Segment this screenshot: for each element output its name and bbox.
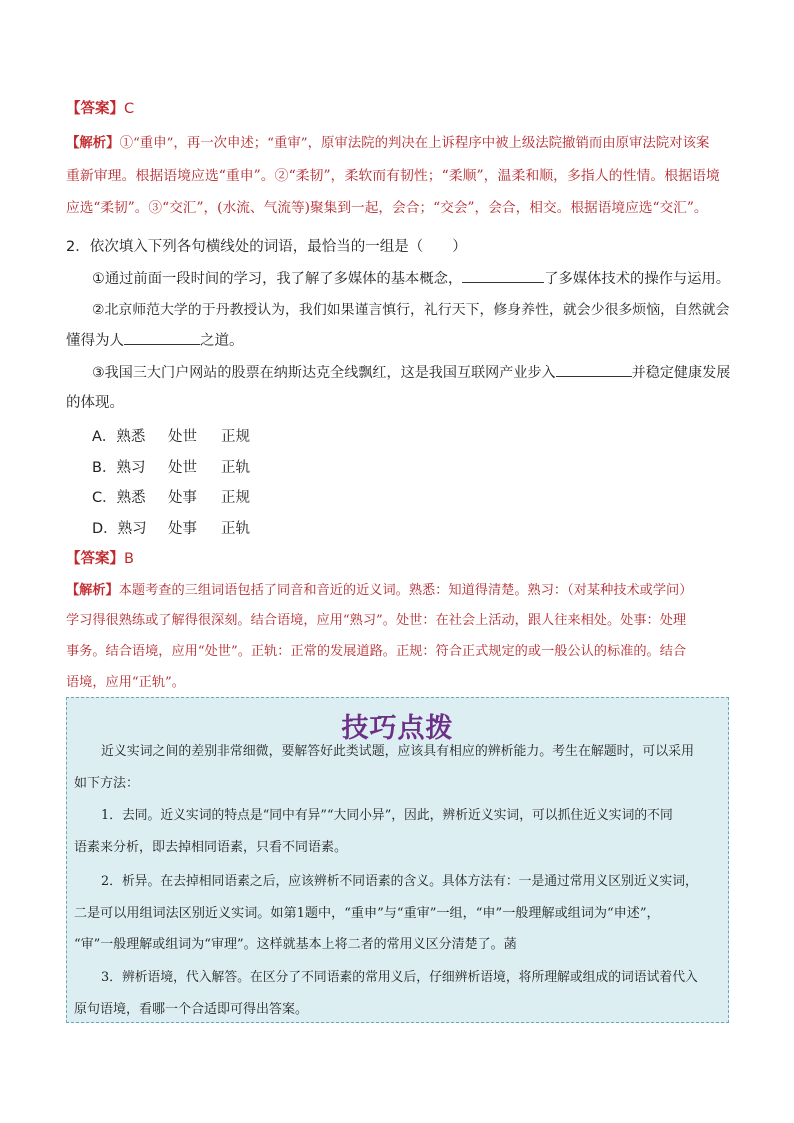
answer-tag: 【答案】 xyxy=(66,551,124,567)
sentence-3-part-a: ③我国三大门户网站的股票在纳斯达克全线飘红，这是我国互联网产业步入 xyxy=(92,365,556,381)
analysis-1-line-3: 应选“柔韧”。③“交汇”，(水流、气流等)聚集到一起，会合；“交会”，会合，相交。根据语境应选“交汇”。 xyxy=(66,200,708,216)
option-a-word-2: 处世 xyxy=(168,429,197,445)
answer-1 xyxy=(66,99,134,119)
analysis-2-line-2: 学习得很熟练或了解得很深刻。结合语境，应用“熟习”。处世：在社会上活动，跟人往来相处。处事：处理 xyxy=(66,613,687,628)
tips-line-7: “审”一般理解或组词为“审理”。这样就基本上将二者的常用义区分清楚了。菡 xyxy=(74,937,517,952)
tips-line-9: 原句语境，看哪一个合适即可得出答案。 xyxy=(74,1002,309,1017)
analysis-2-line-3: 事务。结合语境，应用“处世”。正轨：正常的发展道路。正规：符合正式规定的或一般公认的标准的。结合 xyxy=(66,644,687,659)
sentence-1 xyxy=(92,268,730,289)
option-d[interactable] xyxy=(92,517,250,538)
blank-2 xyxy=(124,330,200,345)
tips-line-4: 语素来分析，即去掉相同语素，只看不同语素。 xyxy=(74,840,348,855)
tips-line-2: 如下方法： xyxy=(74,776,140,791)
option-a-label: A．熟悉 xyxy=(92,429,146,445)
sentence-2-part-c: 之道。 xyxy=(200,333,244,349)
tips-line-3: 1．去同。近义实词的特点是“同中有异”“大同小异”，因此，辨析近义实词，可以抓住近义实词的不同 xyxy=(101,808,673,823)
answer-value: B xyxy=(124,551,134,567)
option-c[interactable] xyxy=(92,486,250,507)
option-d-word-3: 正轨 xyxy=(221,521,250,537)
option-b-word-2: 处世 xyxy=(168,460,197,476)
option-d-word-2: 处事 xyxy=(168,521,197,537)
sentence-2-part-b: 懂得为人 xyxy=(66,333,124,349)
sentence-2-line-2 xyxy=(66,330,244,351)
analysis-text: ①“重申”，再一次申述；“重审”，原审法院的判决在上诉程序中被上级法院撤销而由原审法院对该案 xyxy=(119,136,710,151)
tips-box xyxy=(66,697,729,1023)
option-b-label: B．熟习 xyxy=(92,460,146,476)
blank-1 xyxy=(462,268,544,283)
question-2-stem: 2．依次填入下列各句横线处的词语，最恰当的一组是（ ） xyxy=(66,239,467,255)
analysis-1-line-2: 重新审理。根据语境应选“重申”。②“柔韧”，柔软而有韧性；“柔顺”，温柔和顺，多指人的性情。根据语境 xyxy=(66,168,720,184)
analysis-2-line-4: 语境，应用“正轨”。 xyxy=(66,675,185,690)
answer-tag: 【答案】 xyxy=(66,101,124,117)
sentence-3-line-1 xyxy=(92,362,730,383)
analysis-2-line-1 xyxy=(66,581,692,601)
analysis-tag: 【解析】 xyxy=(66,583,119,598)
sentence-1-part-a: ①通过前面一段时间的学习，我了解了多媒体的基本概念， xyxy=(92,271,463,287)
option-a[interactable] xyxy=(92,425,250,446)
analysis-text: 本题考查的三组词语包括了同音和音近的近义词。熟悉：知道得清楚。熟习：（对某种技术或学问） xyxy=(118,583,693,598)
sentence-3-line-2: 的体现。 xyxy=(66,395,124,411)
blank-3 xyxy=(556,362,632,377)
tips-title: 技巧点拨 xyxy=(341,713,454,744)
sentence-3-part-b: 并稳定健康发展 xyxy=(631,365,731,381)
option-a-word-3: 正规 xyxy=(221,429,250,445)
option-b-word-3: 正轨 xyxy=(221,460,250,476)
answer-2 xyxy=(66,549,134,569)
option-b[interactable] xyxy=(92,456,250,477)
tips-line-6: 二是可以用组词法区别近义实词。如第1题中，“重申”与“重审”一组，“申”一般理解或组词为“申述”， xyxy=(74,906,660,921)
tips-line-8: 3．辨析语境，代入解答。在区分了不同语素的常用义后，仔细辨析语境，将所理解或组成的词语试着代入 xyxy=(101,970,698,985)
option-c-word-2: 处事 xyxy=(168,490,197,506)
tips-line-1: 近义实词之间的差别非常细微，要解答好此类试题，应该具有相应的辨析能力。考生在解题时，可以采用 xyxy=(101,744,694,759)
analysis-1-line-1 xyxy=(66,134,709,154)
answer-value: C xyxy=(124,101,135,117)
option-d-label: D．熟习 xyxy=(92,521,147,537)
option-c-label: C．熟悉 xyxy=(92,490,146,506)
tips-line-5: 2．析异。在去掉相同语素之后，应该辨析不同语素的含义。具体方法有：一是通过常用义区别近义实词， xyxy=(101,874,698,889)
option-c-word-3: 正规 xyxy=(221,490,250,506)
sentence-2-line-1: ②北京师范大学的于丹教授认为，我们如果谨言慎行，礼行天下，修身养性，就会少很多烦恼，自然就会 xyxy=(92,302,730,318)
analysis-tag: 【解析】 xyxy=(66,136,120,151)
sentence-1-part-b: 了多媒体技术的操作与运用。 xyxy=(544,271,731,287)
